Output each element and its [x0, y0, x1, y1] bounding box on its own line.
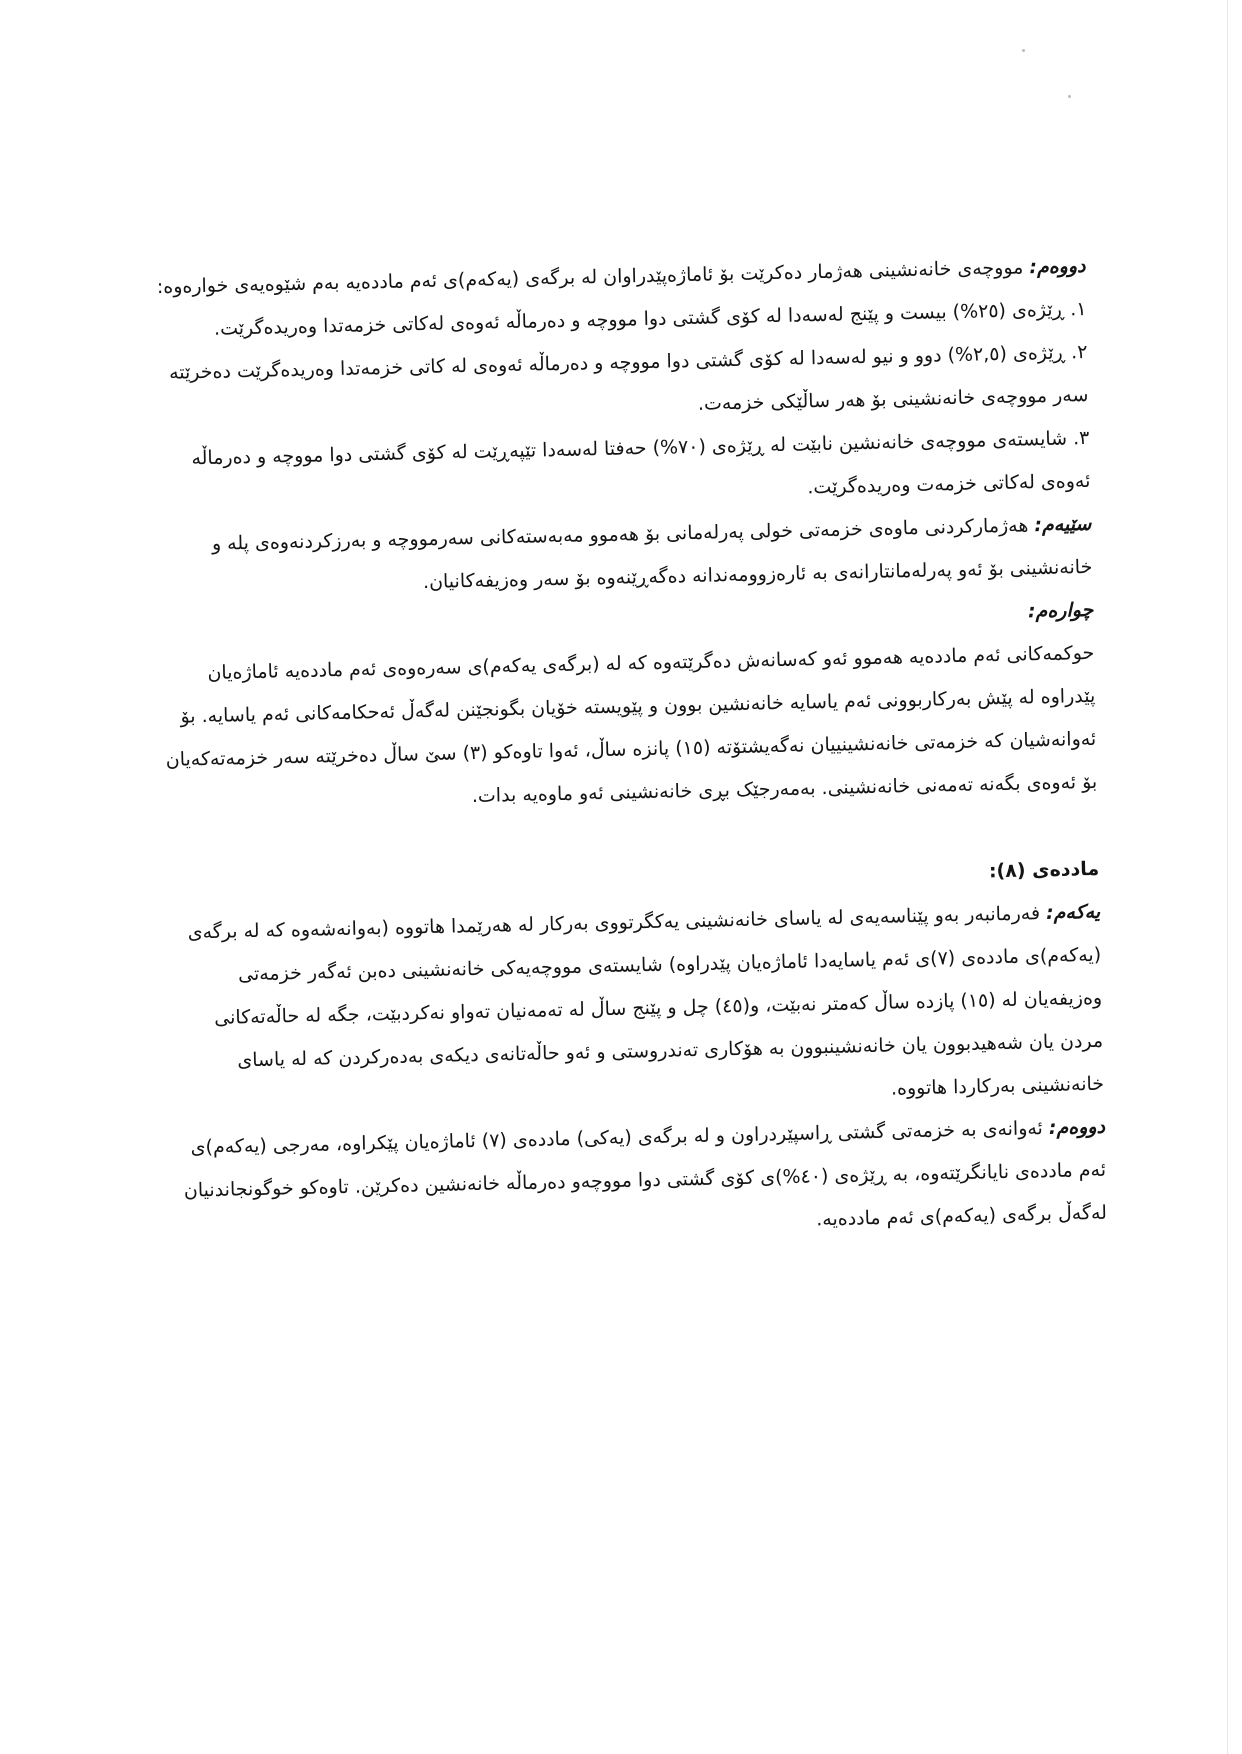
article-8-second-heading: دووەم:: [1048, 1115, 1106, 1140]
scan-speck: [1068, 95, 1071, 98]
article-8-first-heading: یەکەم:: [1045, 900, 1101, 925]
article-8-second: [170, 1106, 1108, 1256]
section-two-item-2: ٢. ڕێژەی (٢,٥%) دوو و نیو لەسەدا لە کۆی گشتی دوا مووچە و دەرماڵە ئەوەی لە کاتی خزمەتدا وەریدەگرێت دەخرێتە سەر مووچەی خانەنشینی بۆ هەر ساڵێکی خزمەت.: [168, 340, 1089, 415]
section-two-item-3: ٣. شایستەی مووچەی خانەنشین نابێت لە ڕێژەی (٧٠%) حەفتا لەسەدا تێپەڕێت لە کۆی گشتی دوا مووچە و دەرماڵە ئەوەی لەکاتی خزمەت وەریدەگرێت.: [191, 426, 1091, 499]
article-8-first: [165, 891, 1105, 1127]
article-8-first-text: فەرمانبەر بەو پێناسەیەی لە یاسای خانەنشینی یەکگرتووی بەرکار لە هەرێمدا هاتووە (بەوانەشەوە کە لە برگەی (یەکەم)ی ماددەی (٧)ی ئەم یاسایەدا ئاماژەیان پێدراوە) شایستەی مووچەیەکی خانەنشینی دەبن ئەگەر خزمەتی وەزیفەیان لە (١٥) پازدە ساڵ کەمتر نەبێت، و(٤٥) چل و پێنج ساڵ لە تەمەنیان تەواو نەکردبێت، جگە لە حاڵەتەکانی مردن یان شەهیدبوون یان خانەنشینبوون بە هۆکاری تەندروستی و ئەو حاڵەتانەی دیکەی بەدەرکردن کە لە یاسای خانەنشینی بەرکاردا هاتووە.: [187, 902, 1105, 1100]
document-body: [150, 245, 1107, 1256]
article-8-title: ماددەی (٨):: [988, 857, 1100, 883]
section-three-heading: سێیەم:: [1034, 512, 1092, 537]
section-four-text: حوکمەکانی ئەم ماددەیە هەموو ئەو کەسانەش دەگرێتەوە کە لە (برگەی یەکەم)ی سەرەوەی ئەم ماددەیە ئاماژەیان پێدراوە لە پێش بەرکاربوونی ئەم یاسایە خانەنشین بوون و پێویستە خۆیان بگونجێنن لەگەڵ ئەحکامەکانی ئەم یاسایە. بۆ ئەوانەشیان کە خزمەتی خانەنشینییان نەگەیشتۆتە (١٥) پانزە ساڵ، ئەوا تاوەکو (٣) سێ ساڵ دەخرێتە سەر خزمەتەکەیان بۆ ئەوەی بگەنە تەمەنی خانەنشینی. بەمەرجێک بڕی خانەنشینی ئەو ماوەیە بدات.: [165, 641, 1098, 808]
page-edge: [1227, 0, 1228, 1754]
section-two-heading: دووەم:: [1029, 254, 1086, 279]
section-two-intro-text: مووچەی خانەنشینی هەژمار دەکرێت بۆ ئاماژەپێدراوان لە برگەی (یەکەم)ی ئەم ماددەیە بەم شێوەیەی خوارەوە:: [156, 256, 1024, 299]
section-four-heading: چوارەم:: [1027, 598, 1094, 623]
scan-speck: [1022, 49, 1025, 52]
section-two-item-1: ١. ڕێژەی (٢٥%) بیست و پێنج لەسەدا لە کۆی گشتی دوا مووچە و دەرماڵە ئەوەی لەکاتی خزمەتدا وەریدەگرێت.: [213, 297, 1087, 340]
article-8-second-text: ئەوانەی بە خزمەتی گشتی ڕاسپێردراون و لە برگەی (یەکی) ماددەی (٧) ئاماژەیان پێکراوە، مەرجی (یەکەم)ی ئەم ماددەی نایانگرێتەوە، بە ڕێژەی (٤٠%)ی کۆی گشتی دوا مووچەو دەرماڵە خانەنشین دەکرێن. تاوەکو خوگونجاندنیان لەگەڵ برگەی (یەکەم)ی ئەم ماددەیە.: [183, 1117, 1108, 1231]
section-three-text: هەژمارکردنی ماوەی خزمەتی خولی پەرلەمانی بۆ هەموو مەبەستەکانی سەرمووچە و بەرزکردنەوەی پلە و خانەنشینی بۆ ئەو پەرلەمانتارانەی بە ئارەزوومەندانە دەگەڕێنەوە بۆ سەر وەزیفەکانیان.: [211, 514, 1093, 594]
